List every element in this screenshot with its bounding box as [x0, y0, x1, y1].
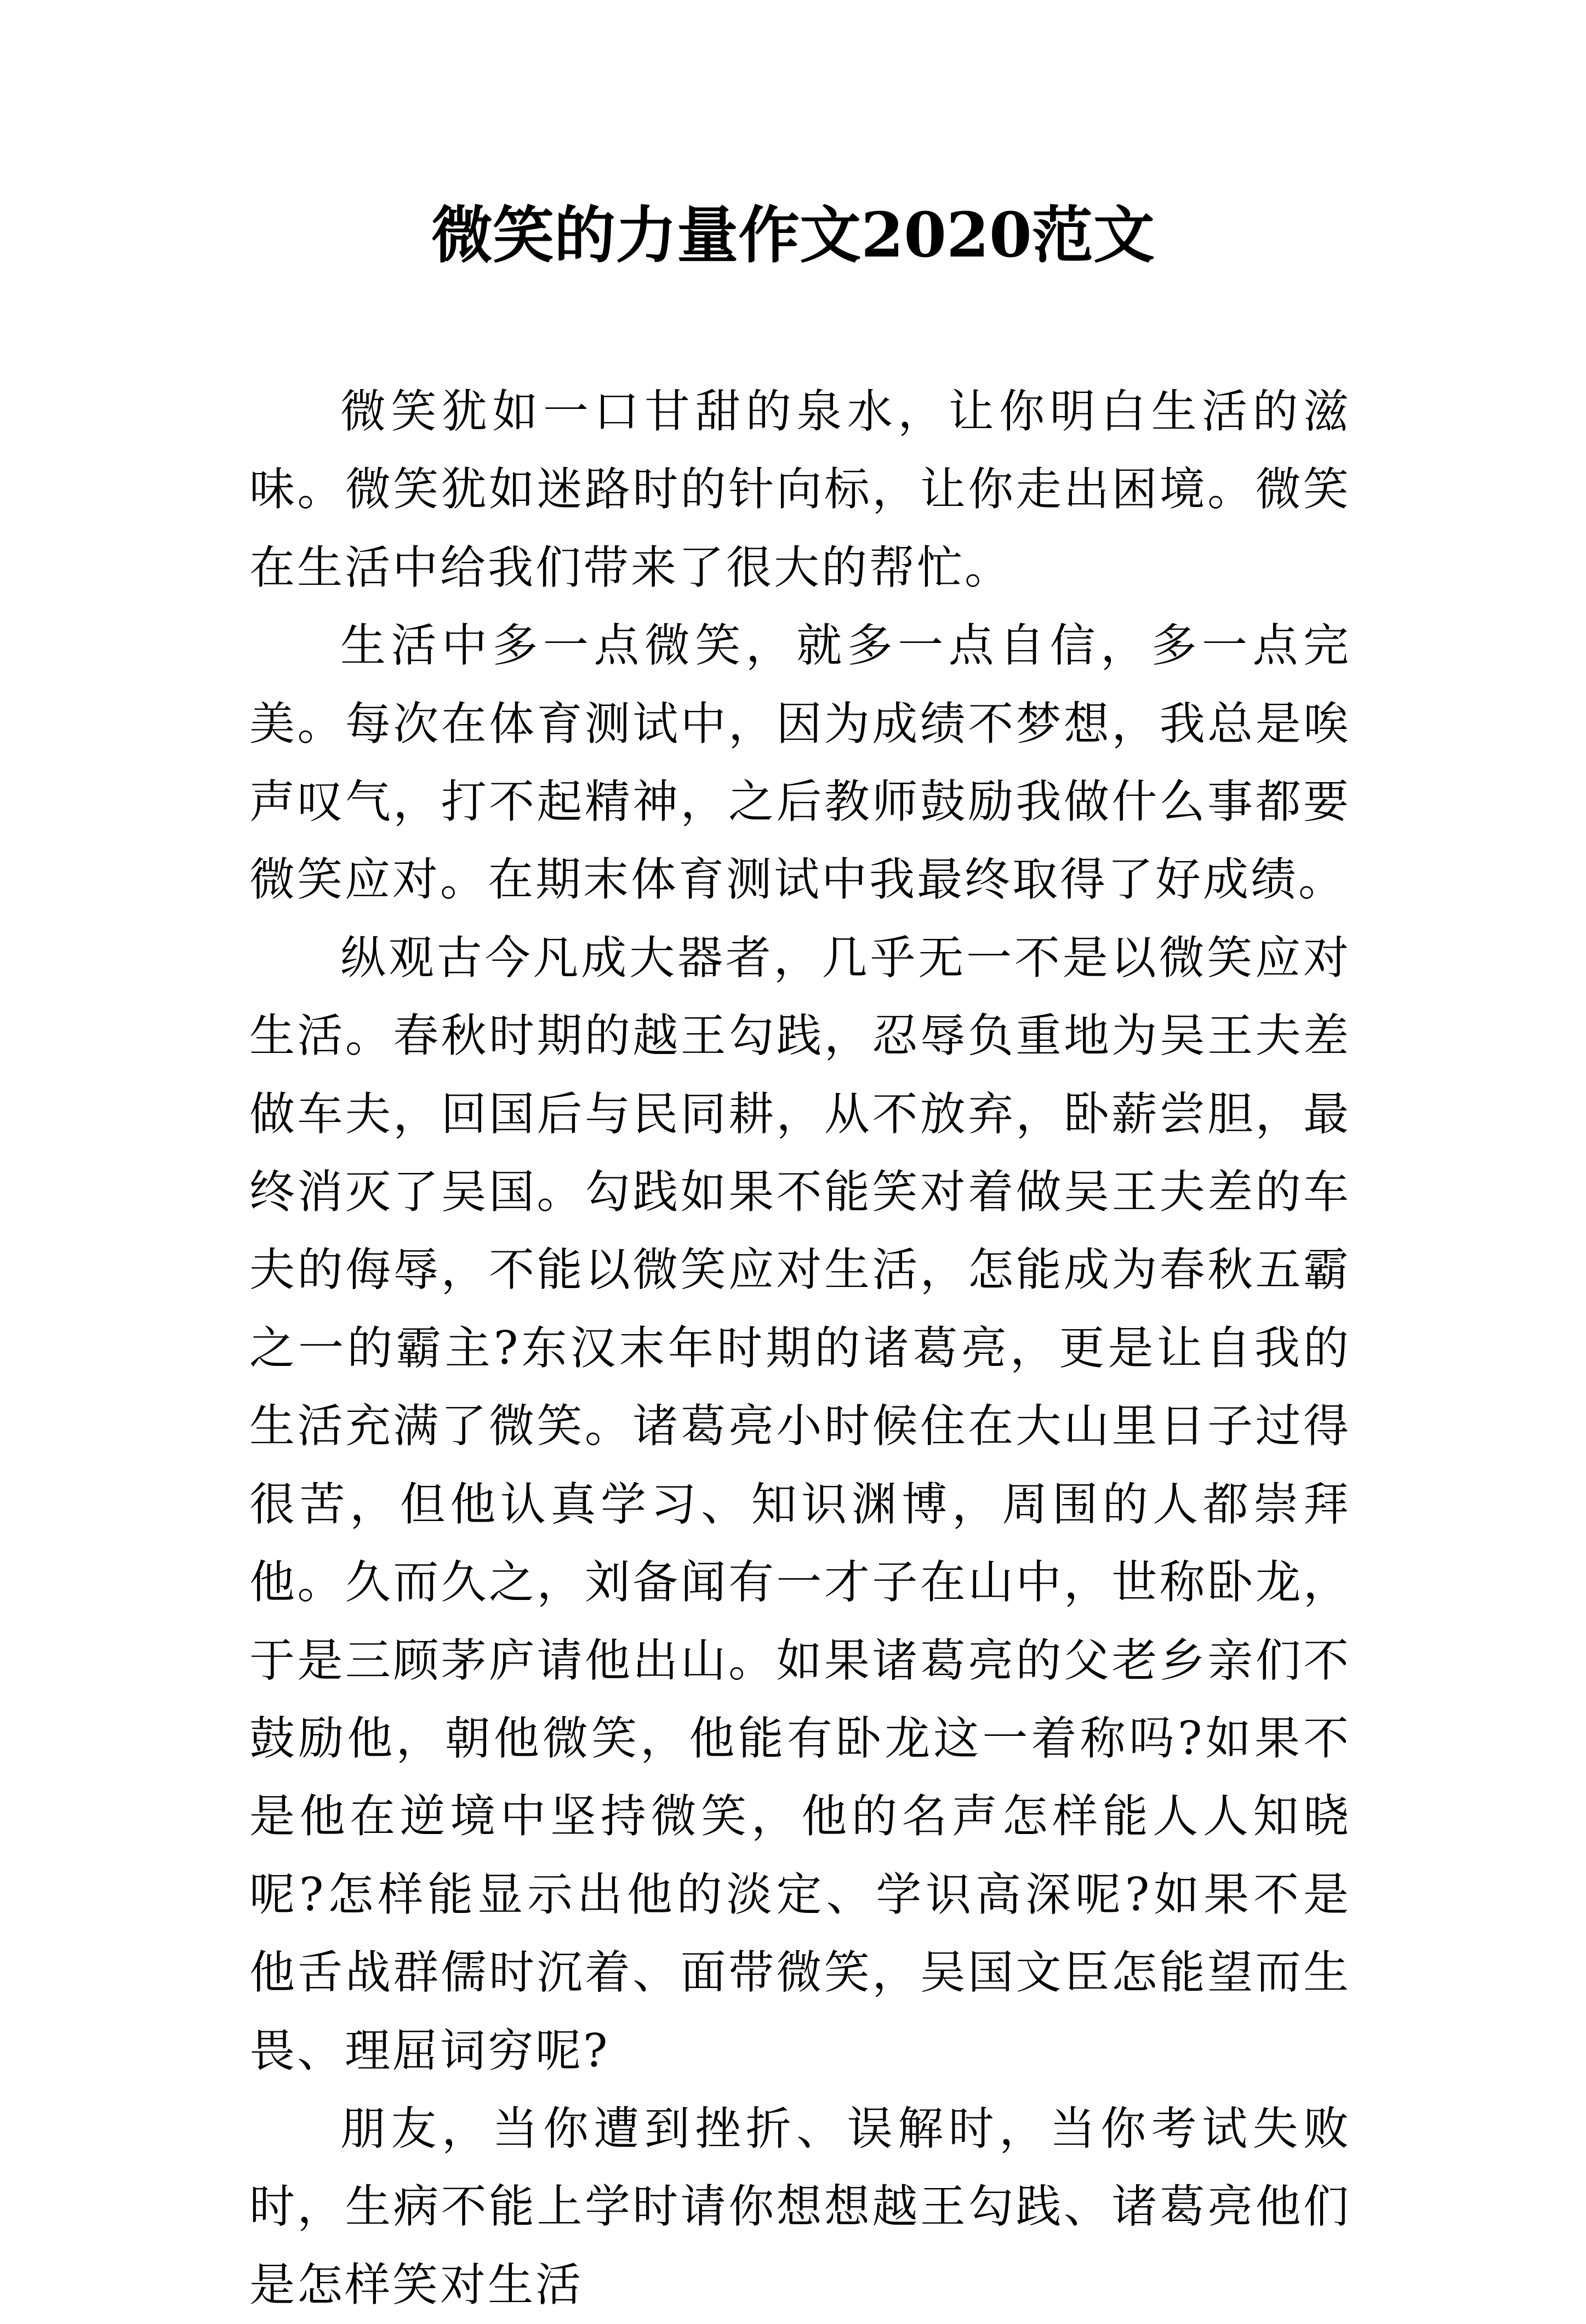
paragraph-4: 朋友，当你遭到挫折、误解时，当你考试失败时，生病不能上学时请你想想越王勾践、诸葛亮他们是怎样笑对生活 [249, 2101, 1351, 2311]
document-body [249, 373, 1351, 2324]
document-title: 微笑的力量作文2020范文 [431, 200, 1155, 271]
paragraph-3: 纵观古今凡成大器者，几乎无一不是以微笑应对生活。春秋时期的越王勾践，忍辱负重地为吴王夫差做车夫，回国后与民同耕，从不放弃，卧薪尝胆，最终消灭了吴国。勾践如果不能笑对着做吴王夫差的车夫的侮辱，不能以微笑应对生活，怎能成为春秋五霸之一的霸主?东汉末年时期的诸葛亮，更是让自我的生活充满了微笑。诸葛亮小时候住在大山里日子过得很苦，但他认真学习、知识渊博，周围的人都崇拜他。久而久之，刘备闻有一才子在山中，世称卧龙，于是三顾茅庐请他出山。如果诸葛亮的父老乡亲们不鼓励他，朝他微笑，他能有卧龙这一着称吗?如果不是他在逆境中坚持微笑，他的名声怎样能人人知晓呢?怎样能显示出他的淡定、学识高深呢?如果不是他舌战群儒时沉着、面带微笑，吴国文臣怎能望而生畏、理屈词穷呢? [249, 931, 1351, 2077]
paragraph-1: 微笑犹如一口甘甜的泉水，让你明白生活的滋味。微笑犹如迷路时的针向标，让你走出困境。微笑在生活中给我们带来了很大的帮忙。 [249, 385, 1351, 594]
paragraph-2: 生活中多一点微笑，就多一点自信，多一点完美。每次在体育测试中，因为成绩不梦想，我总是唉声叹气，打不起精神，之后教师鼓励我做什么事都要微笑应对。在期末体育测试中我最终取得了好成绩。 [249, 619, 1351, 907]
